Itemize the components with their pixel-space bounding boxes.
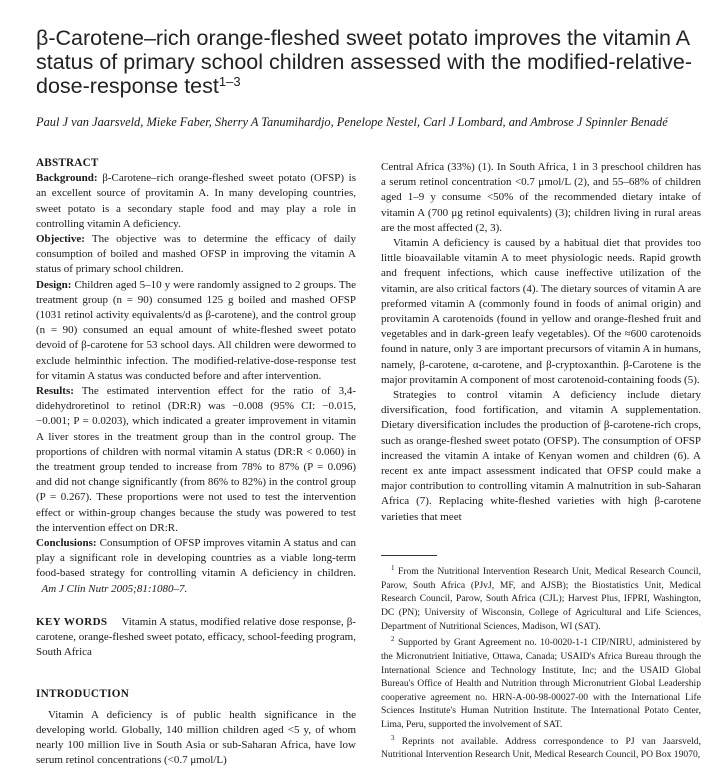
footnote-mark: 1 (391, 564, 395, 572)
left-column (36, 156, 356, 769)
keywords (36, 615, 356, 661)
footnote-text: Supported by Grant Agreement no. 10-0020-1-1 CIP/NIRU, administered by the Micronutrient Initiative, Ottawa, Canada; USAID's Africa Bureau through the International Science and Technology Institute, Inc; and the USAID Global Bureau's Office of Health and Nutrition through Micronutrient Global Leadership cooperative agreement no. HRN-A-00-98-00027-00 with the International Life Sciences Institute's Human Nutrition Institute. The International Potato Center, Lima, Peru, supported the involvement of SAT. (381, 637, 701, 730)
abstract-background (36, 171, 356, 232)
abstract-design (36, 278, 356, 384)
introduction-paragraph-1: Vitamin A deficiency is of public health significance in the developing world. Globally, 140 million children aged <5 y, of whom nearly 100 million live in South Asia or sub-Saharan Africa, have low serum retinol concentrations (<0.7 μmol/L) (36, 708, 356, 767)
abstract-text: β-Carotene–rich orange-fleshed sweet potato (OFSP) is an excellent source of provitamin A. In many developing countries, sweet potato is a secondary staple food and may play a role in controlling vitamin A deficiency. (36, 172, 356, 230)
footnote-text: Reprints not available. Address correspondence to PJ van Jaarsveld, Nutritional Intervention Research Unit, Medical Research Council, PO Box 19070, (381, 735, 701, 761)
footnote-text: From the Nutritional Intervention Research Unit, Medical Research Council, Parow, South Africa (PJvJ, MF, and AJSB); the Biostatistics Unit, Medical Research Council, Parow, South Africa (CJL); Harvest Plus, IFPRI, Washington, DC (PN); University of Wisconsin, College of Agricultural and Life Sciences, Department of Nutritional Sciences, Madison, WI (SAT). (381, 566, 701, 632)
abstract-text: The estimated intervention effect for the ratio of 3,4-didehydroretinol to retinol (DR:R) was −0.008 (95% CI: −0.015, −0.001; P = 0.0203), which indicated a greater improvement in vitamin A liver stores in the treatment group than in the control group. The proportions of children with normal vitamin A status (DR:R < 0.060) in the treatment group tended to increase from 78% to 87% (P = 0.096) and did not change significantly (from 86% to 82%) in the control group (P = 0.267). These proportions were not used to test the intervention effect or within-group changes because the study was powered to test the intervention effect on DR:R. (36, 385, 356, 534)
introduction-paragraph-2: Vitamin A deficiency is caused by a habitual diet that provides too little bioavailable vitamin A to meet physiologic needs. Rapid growth and frequent infections, which cause ineffective utilization of the vitamin, are also critical factors (4). The dietary sources of vitamin A are preformed vitamin A (commonly found in foods of animal origin) and provitamin A carotenoids (found in yellow and orange-fleshed fruit and vegetables and in dark-green leafy vegetables). Of the ≈600 carotenoids found in nature, only 3 are important precursors of vitamin A in humans, namely, β-carotene, α-carotene, and β-cryptoxanthin. β-Carotene is the major provitamin A component of most carotenoid-containing foods (5). (381, 237, 701, 386)
introduction-heading: INTRODUCTION (36, 687, 130, 700)
article-title (36, 26, 696, 98)
title-footnote-marks: 1–3 (218, 74, 241, 89)
footnote-3 (381, 732, 701, 762)
abstract-text: The objective was to determine the efficacy of daily consumption of boiled and mashed OFSP in improving the vitamin A status of primary school children. (36, 233, 356, 276)
right-column (381, 160, 701, 525)
author-list: Paul J van Jaarsveld, Mieke Faber, Sherry A Tanumihardjo, Penelope Nestel, Carl J Lombard, and Ambrose J Spinnler Benadé (36, 115, 668, 129)
abstract-label: Results: (36, 385, 74, 398)
abstract-conclusions (36, 536, 356, 597)
article-title-text: β-Carotene–rich orange-fleshed sweet potato improves the vitamin A status of primary school children assessed with the modified-relative-dose-response test (36, 26, 693, 98)
footnote-mark: 2 (391, 635, 395, 644)
abstract-text: Consumption of OFSP improves vitamin A status and can play a significant role in developing countries as a viable long-term food-based strategy for controlling vitamin A deficiency in children. (36, 537, 356, 580)
introduction-paragraph-3: Strategies to control vitamin A deficiency include dietary diversification, food fortification, and vitamin A supplementation. Dietary diversification includes the production of β-carotene-rich crops, such as orange-fleshed sweet potato (OFSP). The consumption of OFSP increased the vitamin A intake of Kenyan women and children (6). A recent ex ante impact assessment indicated that OFSP could make a major contribution to controlling vitamin A malnutrition in sub-Saharan Africa (7). Replacing white-fleshed varieties with high β-carotene varieties that meet (381, 389, 701, 523)
footnote-2 (381, 633, 701, 731)
abstract-text: Children aged 5–10 y were randomly assigned to 2 groups. The treatment group (n = 90) consumed 125 g boiled and mashed OFSP (1031 retinol activity equivalents/d as β-carotene), and the control group (n = 90) consumed an equal amount of white-fleshed sweet potato devoid of β-carotene for 53 school days. All children were dewormed to exclude helminthic infection. The modified-relative-dose-response test for vitamin A status was conducted before and after intervention. (36, 278, 357, 382)
footnote-mark: 3 (391, 733, 395, 742)
footnotes (381, 562, 701, 762)
abstract-label: Design: (36, 278, 72, 291)
journal-citation: Am J Clin Nutr 2005;81:1080–7. (41, 582, 188, 595)
abstract-label: Objective: (36, 233, 85, 246)
abstract-label: Background: (36, 172, 98, 185)
abstract-label: Conclusions: (36, 537, 97, 550)
introduction-paragraph-1-continued: Central Africa (33%) (1). In South Africa, 1 in 3 preschool children has a serum retinol concentration <0.7 μmol/L (2), and 55–68% of children aged 1–9 y consume <50% of the recommended dietary intake of vitamin A (700 μg retinol equivalents) (3); children living in rural areas are the most affected (2, 3). (381, 161, 701, 234)
footnote-divider (381, 555, 437, 556)
abstract-heading: ABSTRACT (36, 157, 99, 169)
footnote-1 (381, 562, 701, 633)
abstract-results (36, 384, 356, 536)
abstract-objective (36, 232, 356, 278)
keywords-text: Vitamin A status, modified relative dose response, β-carotene, orange-fleshed sweet potato, efficacy, school-feeding program, South Africa (36, 615, 356, 659)
keywords-label: KEY WORDS (36, 615, 108, 628)
